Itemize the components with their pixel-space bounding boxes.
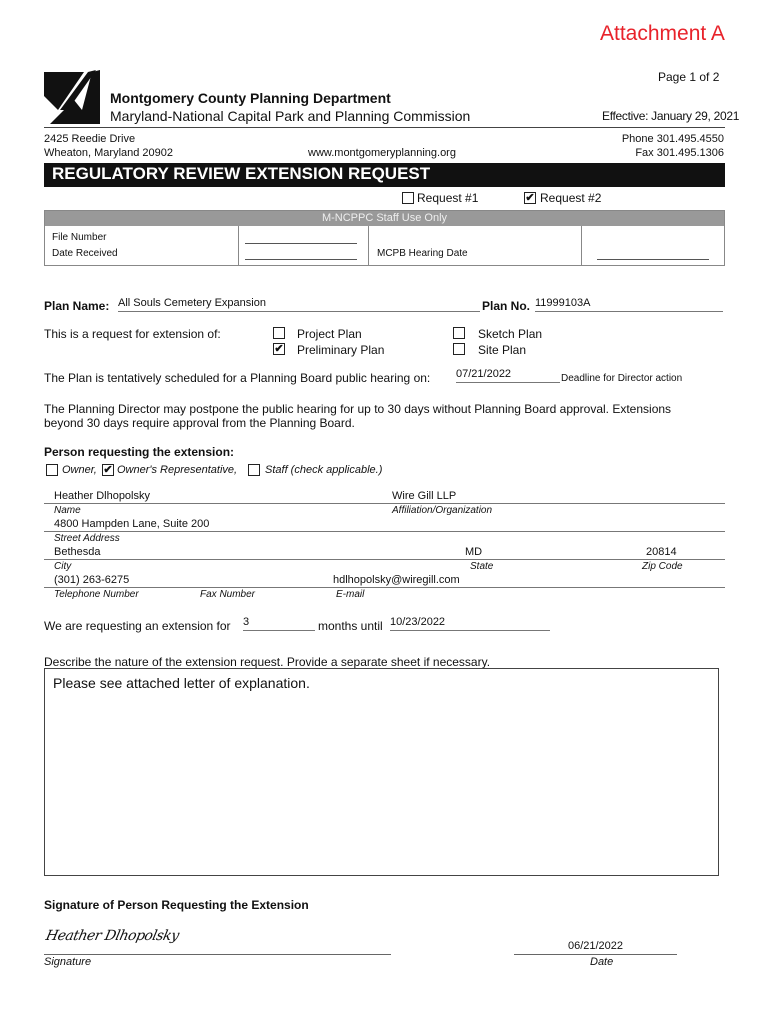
plan-no-label: Plan No. <box>482 299 531 313</box>
title-bar <box>44 163 725 187</box>
effective-date: Effective: January 29, 2021 <box>602 109 740 123</box>
file-number-field[interactable] <box>245 243 357 244</box>
signature-heading: Signature of Person Requesting the Extension <box>44 898 309 912</box>
hearing-date-value: 07/21/2022 <box>456 368 512 380</box>
phone-label: Telephone Number <box>54 589 139 600</box>
signature-label: Signature <box>44 956 92 968</box>
commission-name: Maryland-National Capital Park and Planning Commission <box>110 108 471 124</box>
date-value: 06/21/2022 <box>567 940 624 952</box>
extension-label-1: We are requesting an extension for <box>44 619 231 633</box>
request-2-checkbox[interactable]: ✔ <box>525 192 535 204</box>
extension-of-label: This is a request for extension of: <box>44 327 221 341</box>
phone-row-line[interactable] <box>44 587 725 588</box>
staff-label: Staff (check applicable.) <box>265 464 383 476</box>
street-row-line[interactable] <box>44 531 725 532</box>
staff-use-box <box>44 210 725 266</box>
hearing-label: The Plan is tentatively scheduled for a Planning Board public hearing on: <box>44 371 431 385</box>
mcpb-hearing-label: MCPB Hearing Date <box>377 248 468 259</box>
page-number: Page 1 of 2 <box>658 70 720 84</box>
handwritten-signature: Heather Dlhopolsky <box>44 928 181 944</box>
email-value: hdlhopolsky@wiregill.com <box>333 574 460 586</box>
phone-number: Phone 301.495.4550 <box>621 133 724 145</box>
requester-name-label: Name <box>54 505 81 516</box>
plan-name-label: Plan Name: <box>44 299 110 313</box>
preliminary-plan-checkbox[interactable]: ✔ <box>274 343 284 355</box>
project-plan-checkbox[interactable] <box>273 327 285 339</box>
plan-no-value: 11999103A <box>535 297 591 309</box>
describe-label: Describe the nature of the extension request. Provide a separate sheet if necessary. <box>44 655 491 669</box>
until-date-field[interactable] <box>390 616 550 631</box>
fax-label: Fax Number <box>200 589 256 600</box>
extension-label-2: months until <box>318 619 383 633</box>
request-1-checkbox[interactable] <box>402 192 414 204</box>
fax-number: Fax 301.495.1306 <box>635 147 724 159</box>
hearing-date-field[interactable] <box>456 368 560 383</box>
phone-value: (301) 263-6275 <box>54 574 130 586</box>
requester-heading: Person requesting the extension: <box>44 445 235 459</box>
owners-rep-label: Owner's Representative, <box>117 464 238 476</box>
staff-header: M-NCPPC Staff Use Only <box>321 212 448 224</box>
months-value: 3 <box>243 616 250 628</box>
plan-name-value: All Souls Cemetery Expansion <box>118 297 266 309</box>
state-value: MD <box>465 546 483 558</box>
description-text: Please see attached letter of explanation. <box>53 675 310 691</box>
date-label: Date <box>590 956 614 968</box>
sketch-plan-label: Sketch Plan <box>478 327 543 341</box>
organization-label: Affiliation/Organization <box>392 505 493 516</box>
requester-name-value: Heather Dlhopolsky <box>54 490 150 502</box>
note-line-1: The Planning Director may postpone the public hearing for up to 30 days without Planning Board approval. Extensions <box>44 402 672 416</box>
site-plan-label: Site Plan <box>478 343 527 357</box>
request-2-label: Request #2 <box>540 191 602 205</box>
form-title: REGULATORY REVIEW EXTENSION REQUEST <box>52 164 431 183</box>
signature-field[interactable] <box>44 925 391 955</box>
date-field[interactable] <box>514 940 677 955</box>
department-name: Montgomery County Planning Department <box>110 90 391 106</box>
until-date-value: 10/23/2022 <box>390 616 446 628</box>
staff-checkbox[interactable] <box>248 464 260 476</box>
attachment-label: Attachment A <box>600 22 725 45</box>
email-label: E-mail <box>336 589 365 600</box>
zip-value: 20814 <box>646 546 677 558</box>
date-received-label: Date Received <box>52 248 118 259</box>
deadline-note: Deadline for Director action <box>561 373 683 384</box>
request-1-label: Request #1 <box>417 191 479 205</box>
owners-rep-checkbox[interactable]: ✔ <box>103 464 113 476</box>
mncppc-logo-icon <box>44 70 100 124</box>
address-line-1: 2425 Reedie Drive <box>44 133 136 145</box>
city-value: Bethesda <box>54 546 101 558</box>
owner-label: Owner, <box>62 464 97 476</box>
state-label: State <box>470 561 494 572</box>
project-plan-label: Project Plan <box>297 327 362 341</box>
owner-checkbox[interactable] <box>46 464 58 476</box>
sketch-plan-checkbox[interactable] <box>453 327 465 339</box>
organization-value: Wire Gill LLP <box>392 490 457 502</box>
description-textarea[interactable] <box>44 668 719 876</box>
street-value: 4800 Hampden Lane, Suite 200 <box>54 518 210 530</box>
website: www.montgomeryplanning.org <box>308 147 456 159</box>
city-row-line[interactable] <box>44 559 725 560</box>
mcpb-hearing-field[interactable] <box>597 259 709 260</box>
date-received-field[interactable] <box>245 259 357 260</box>
months-field[interactable] <box>243 616 315 631</box>
file-number-label: File Number <box>52 232 107 243</box>
plan-name-field[interactable] <box>118 297 480 312</box>
preliminary-plan-label: Preliminary Plan <box>297 343 385 357</box>
note-line-2: beyond 30 days require approval from the Planning Board. <box>44 416 355 430</box>
city-label: City <box>54 561 72 572</box>
zip-label: Zip Code <box>642 561 683 572</box>
staff-header-bar <box>45 211 724 226</box>
name-row-line[interactable] <box>44 503 725 504</box>
street-label: Street Address <box>54 533 120 544</box>
site-plan-checkbox[interactable] <box>453 343 465 355</box>
address-line-2: Wheaton, Maryland 20902 <box>44 147 174 159</box>
plan-no-field[interactable] <box>535 297 723 312</box>
